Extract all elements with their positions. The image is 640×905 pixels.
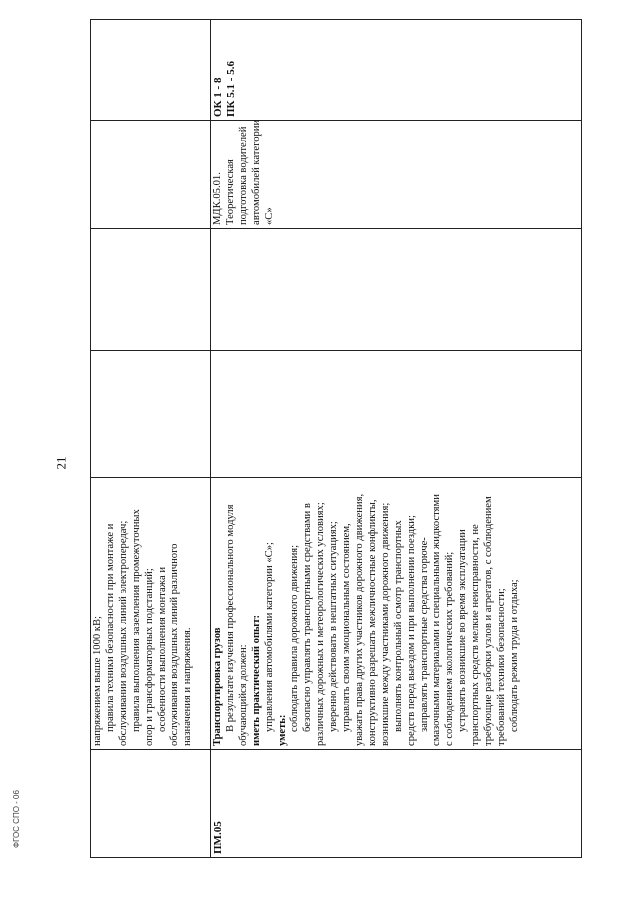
mdk-line: «С» <box>263 207 275 225</box>
mdk-line: Теоретическая <box>224 159 236 225</box>
text-line: соблюдать правила дорожного движения; <box>289 544 301 732</box>
text-line: уверенно действовать в нештатных ситуациях; <box>328 521 340 732</box>
text-line: правила выполнения заземления промежуточных <box>130 509 142 732</box>
text-line: уметь: <box>276 714 288 746</box>
mdk-line: МДК.05.01. <box>212 172 223 225</box>
competency-cell <box>211 20 582 121</box>
text-line: управления автомобилями категории «С»; <box>263 542 275 732</box>
text-line: напряжением выше 1000 кВ; <box>92 616 103 746</box>
empty-cell <box>211 229 582 351</box>
table-row <box>91 20 211 858</box>
code-cell <box>91 750 211 858</box>
competency-cell <box>91 20 211 121</box>
text-line: управлять своим эмоциональным состоянием, <box>341 523 353 732</box>
text-line: возникшие между участниками дорожного движения; <box>379 502 391 746</box>
empty-cell <box>91 351 211 478</box>
text-line: смазочными материалами и специальными жидкостями <box>431 494 443 746</box>
empty-cell <box>91 229 211 351</box>
mdk-line: подготовка водителей <box>237 126 249 225</box>
text-line: безопасно управлять транспортными средствами в <box>302 503 314 732</box>
text-line: особенности выполнения монтажа и <box>156 567 168 732</box>
text-line: требований техники безопасности; <box>495 588 507 746</box>
empty-cell <box>211 351 582 478</box>
competency-line: ПК 5.1 - 5.6 <box>225 61 237 117</box>
curriculum-table <box>90 19 582 858</box>
module-code: ПМ.05 <box>212 821 224 854</box>
text-line: обслуживания воздушных линий различного <box>169 543 181 746</box>
text-line: различных дорожных и метеорологических условиях; <box>315 502 327 746</box>
text-line: назначения и напряжения. <box>182 627 194 746</box>
mdk-cell <box>91 121 211 229</box>
text-line: устранять возникшие во время эксплуатации <box>457 529 469 732</box>
text-line: обучающийся должен: <box>237 644 249 746</box>
text-line: Транспортировка грузов <box>212 627 223 746</box>
mdk-cell <box>211 121 582 229</box>
text-line: уважать права других участников дорожного движения, <box>353 493 365 746</box>
text-line: требующие разборки узлов и агрегатов, с соблюдением <box>483 496 495 746</box>
text-line: опор и трансформаторных подстанций; <box>143 568 155 746</box>
rotated-table-frame <box>90 20 579 858</box>
content-cell <box>91 478 211 750</box>
footer-label: ФГОС СПО - 06 <box>12 790 21 848</box>
content-cell <box>211 478 582 750</box>
text-line: правила техники безопасности при монтаже и <box>104 523 116 732</box>
code-cell <box>211 750 582 858</box>
mdk-line: автомобилей категории <box>250 119 262 225</box>
text-line: заправлять транспортные средства горюче- <box>418 537 430 732</box>
text-line: средств перед выездом и при выполнении поездки; <box>405 515 417 746</box>
competency-line: ОК 1 - 8 <box>212 77 224 117</box>
page-number: 21 <box>53 456 69 470</box>
text-line: соблюдать режим труда и отдыха; <box>508 579 520 732</box>
text-line: выполнять контрольный осмотр транспортных <box>392 520 404 732</box>
text-line: конструктивно разрешать межличностные конфликты, <box>366 499 378 746</box>
text-line: иметь практический опыт: <box>250 614 262 746</box>
text-line: В результате изучения профессионального модуля <box>224 504 236 732</box>
text-line: с соблюдением экологических требований; <box>444 551 456 746</box>
text-line: обслуживании воздушных линий электропередач; <box>117 520 129 746</box>
text-line: транспортных средств мелкие неисправности, не <box>470 524 482 746</box>
table-row <box>211 20 582 858</box>
